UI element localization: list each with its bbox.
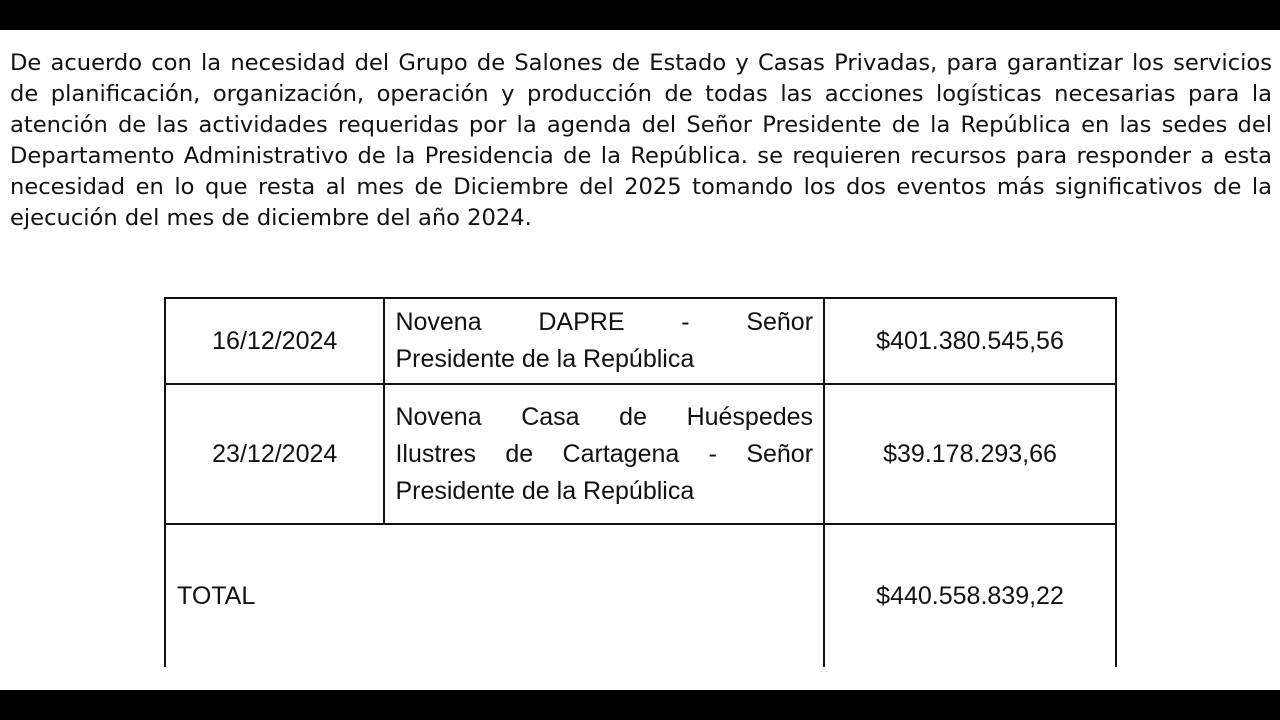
event-description-cell <box>384 384 824 524</box>
event-date-cell: 23/12/2024 <box>165 384 384 524</box>
total-amount-cell: $440.558.839,22 <box>824 524 1116 667</box>
table-row <box>165 298 1116 384</box>
event-amount-cell: $401.380.545,56 <box>824 298 1116 384</box>
total-row <box>165 524 1116 667</box>
top-black-bar <box>0 0 1280 30</box>
body-paragraph: De acuerdo con la necesidad del Grupo de Salones de Estado y Casas Privadas, para garantizar los servicios de planificación, organización, operación y producción de todas las acciones logísticas necesarias para la atención de las actividades requeridas por la agenda del Señor Presidente de la República en las sedes del Departamento Administrativo de la Presidencia de la República. se requieren recursos para responder a esta necesidad en lo que resta al mes de Diciembre del 2025 tomando los dos eventos más significativos de la ejecución del mes de diciembre del año 2024. <box>10 50 1272 231</box>
description-line: Novena Casa de Huéspedes <box>395 402 814 431</box>
event-date-cell: 16/12/2024 <box>165 298 384 384</box>
budget-table <box>164 297 1117 667</box>
event-description-cell <box>384 298 824 384</box>
description-line: Novena DAPRE - Señor <box>395 308 814 336</box>
description-line: Presidente de la República <box>395 345 695 373</box>
event-amount-cell: $39.178.293,66 <box>824 384 1116 524</box>
description-line: Presidente de la República <box>395 476 695 505</box>
bottom-black-bar <box>0 690 1280 720</box>
total-label-cell: TOTAL <box>165 524 824 667</box>
description-line: Ilustres de Cartagena - Señor <box>395 439 814 468</box>
table-row <box>165 384 1116 524</box>
